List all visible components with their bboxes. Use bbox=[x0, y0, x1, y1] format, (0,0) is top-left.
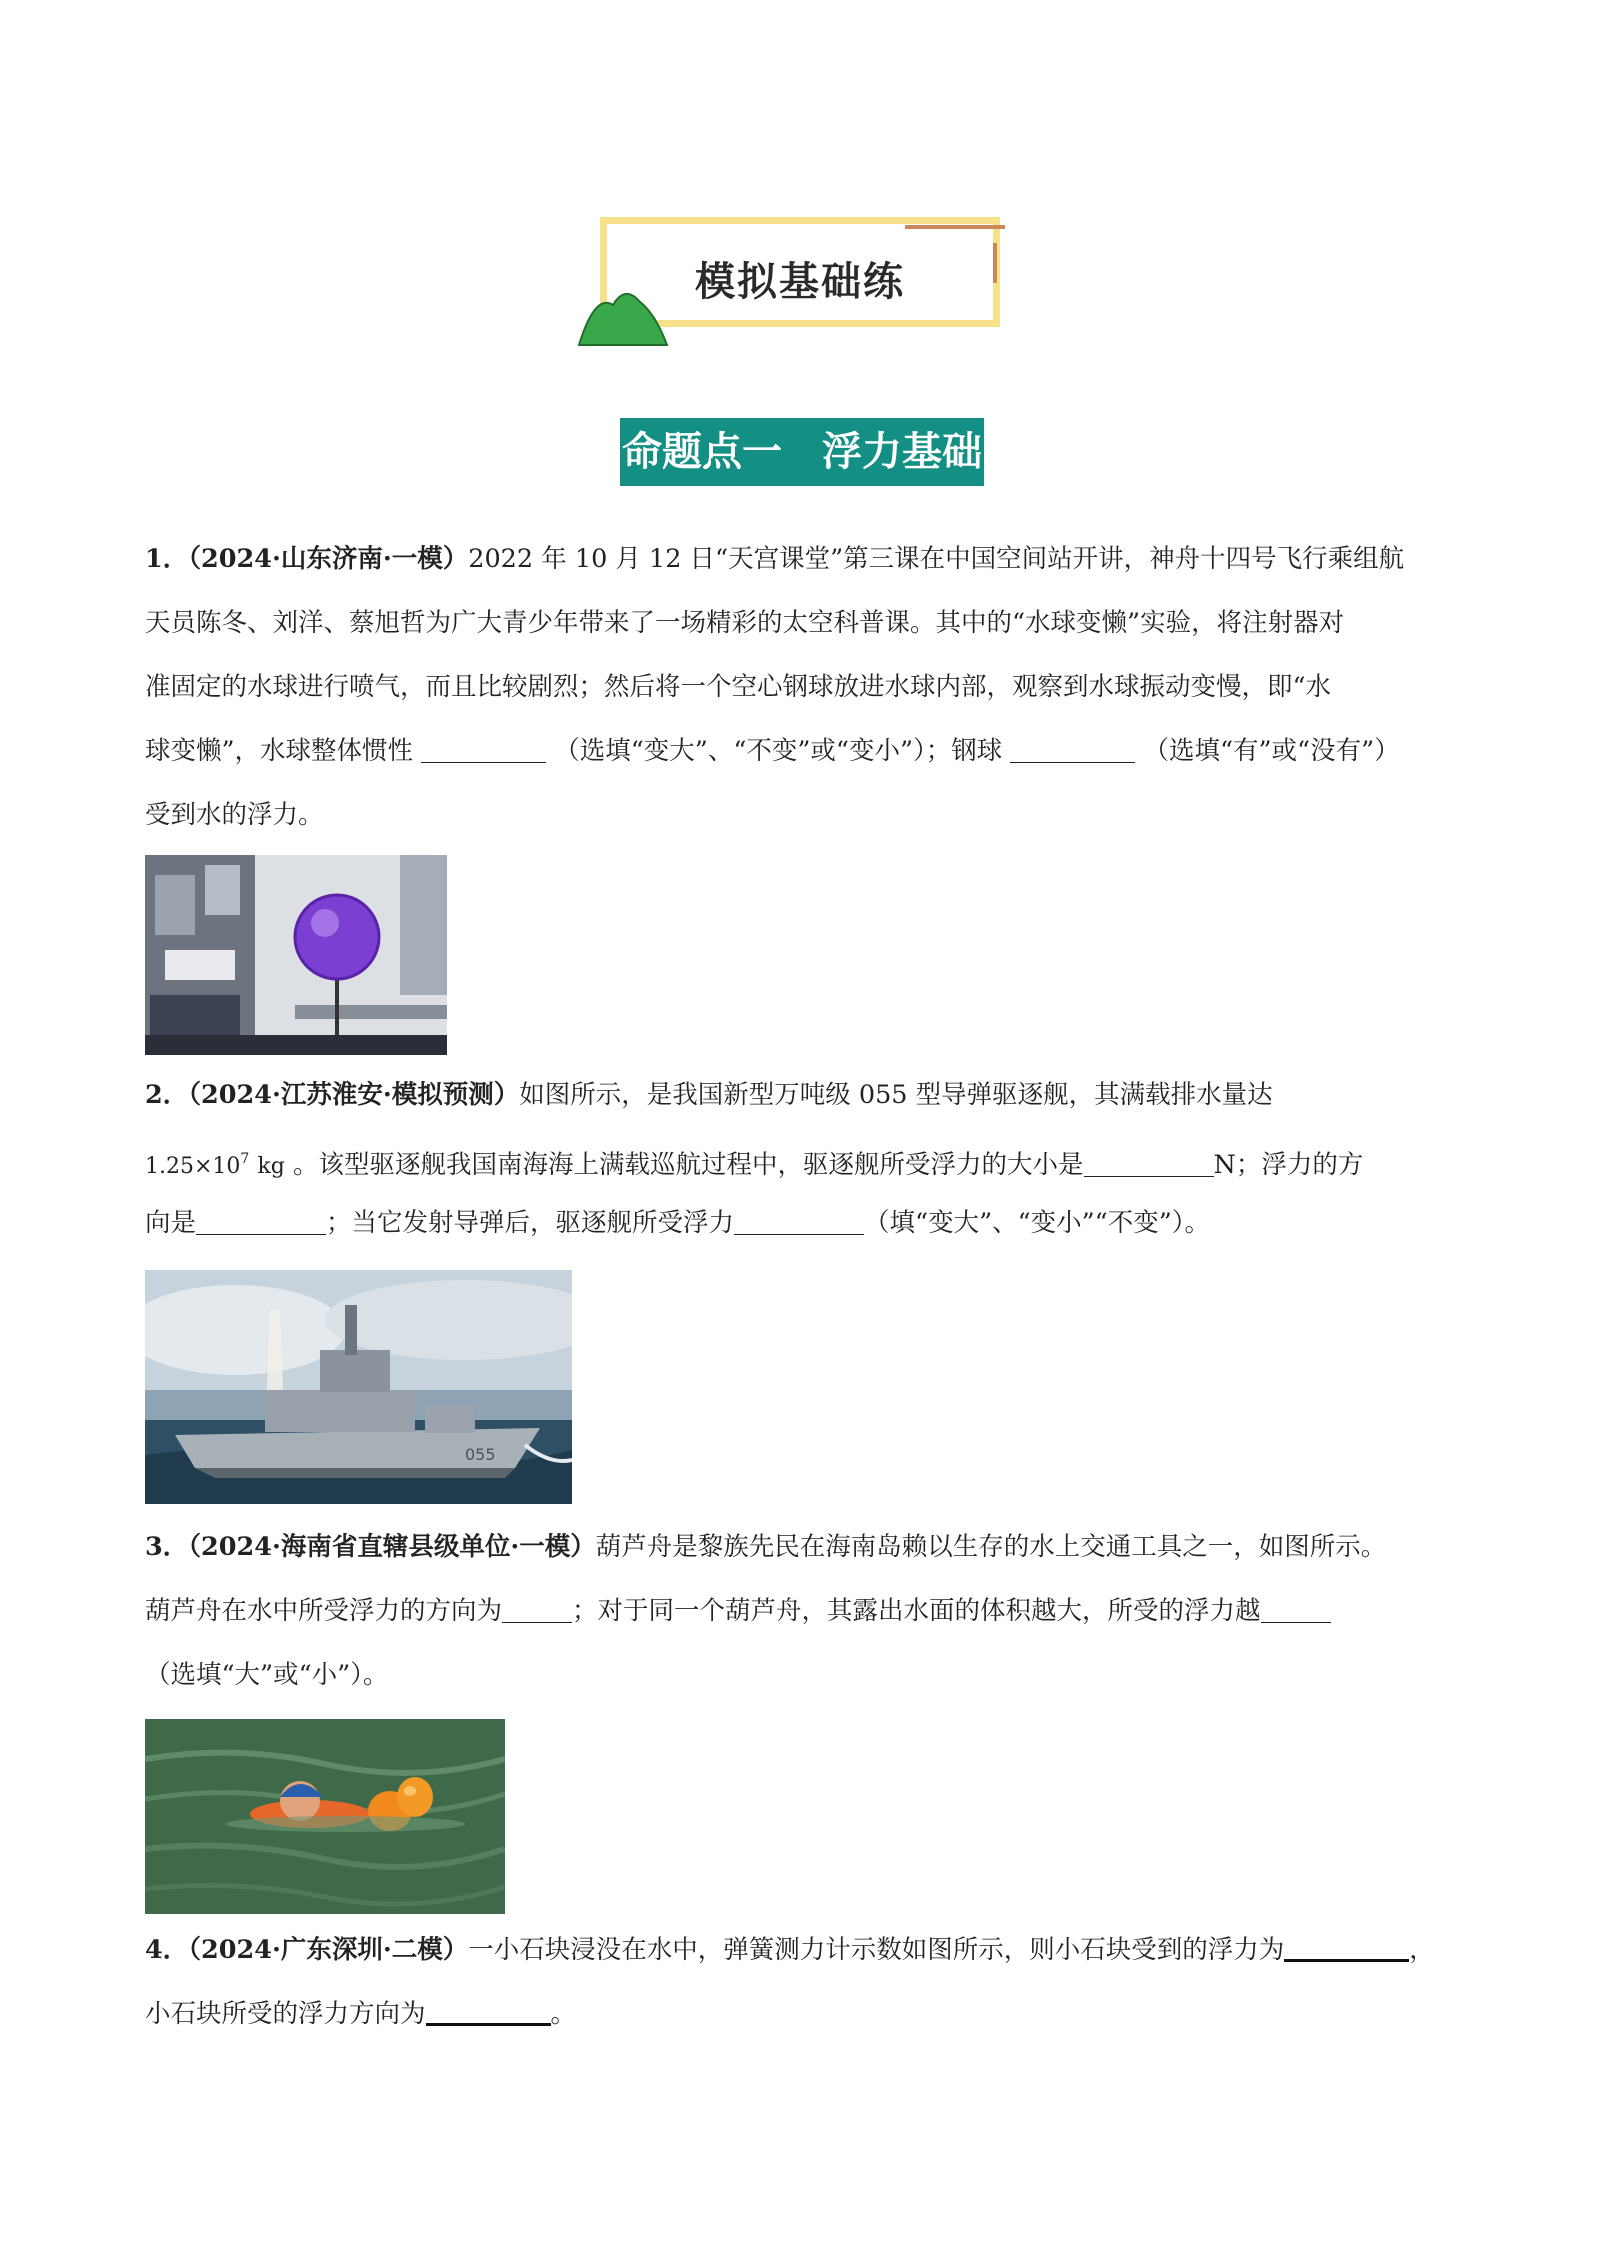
question-text: ， bbox=[1409, 1935, 1435, 1965]
title-banner bbox=[575, 205, 1025, 350]
question-source: （2024·山东济南·一模） bbox=[188, 544, 469, 574]
question-number: 4． bbox=[145, 1935, 189, 1965]
question-text: 受到水的浮力。 bbox=[145, 800, 324, 830]
question-number: 3． bbox=[145, 1532, 189, 1562]
answer-blank[interactable] bbox=[734, 1207, 864, 1235]
question-text: 如图所示，是我国新型万吨级 055 型导弹驱逐舰，其满载排水量达 bbox=[519, 1080, 1273, 1110]
question-source: （2024·江苏淮安·模拟预测） bbox=[188, 1080, 520, 1110]
banner-title: 模拟基础练 bbox=[695, 259, 905, 305]
question-text: 。该型驱逐舰我国南海海上满载巡航过程中，驱逐舰所受浮力的大小是 bbox=[292, 1150, 1084, 1180]
question-source: （2024·广东深圳·二模） bbox=[188, 1935, 469, 1965]
mass-value: 1.25×10 bbox=[145, 1154, 241, 1179]
question-text: N；浮力的方 bbox=[1213, 1150, 1364, 1180]
question-source: （2024·海南省直辖县级单位·一模） bbox=[188, 1532, 596, 1562]
gourd-boat-photo bbox=[145, 1719, 505, 1914]
question-3 bbox=[145, 1515, 1386, 1707]
banner-accent-line bbox=[905, 225, 1005, 229]
answer-blank[interactable] bbox=[196, 1207, 326, 1235]
question-text: （选填“变大”、“不变”或“变小”）；钢球 bbox=[554, 736, 1003, 766]
question-4 bbox=[145, 1918, 1435, 2046]
answer-blank[interactable] bbox=[421, 735, 546, 763]
svg-text:055: 055 bbox=[465, 1445, 496, 1464]
question-text: 葫芦舟在水中所受浮力的方向为 bbox=[145, 1596, 503, 1626]
answer-blank[interactable] bbox=[1284, 1932, 1409, 1962]
question-number: 2． bbox=[145, 1080, 189, 1110]
banner-accent-tick bbox=[993, 243, 997, 283]
question-text: 小石块所受的浮力方向为 bbox=[145, 1999, 426, 2029]
question-text: 球变懒”，水球整体惯性 bbox=[145, 736, 414, 766]
question-text: ；当它发射导弹后，驱逐舰所受浮力 bbox=[326, 1208, 735, 1238]
mass-exponent: 7 bbox=[240, 1151, 250, 1167]
question-text: 。 bbox=[550, 1999, 577, 2029]
question-text: 2022 年 10 月 12 日“天宫课堂”第三课在中国空间站开讲，神舟十四号飞行乘组航 bbox=[468, 544, 1405, 574]
destroyer-photo bbox=[145, 1270, 572, 1504]
question-text: 葫芦舟是黎族先民在海南岛赖以生存的水上交通工具之一，如图所示。 bbox=[595, 1532, 1387, 1562]
question-2 bbox=[145, 1063, 1363, 1255]
answer-blank[interactable] bbox=[1010, 735, 1135, 763]
question-text: 一小石块浸没在水中，弹簧测力计示数如图所示，则小石块受到的浮力为 bbox=[468, 1935, 1285, 1965]
space-station-photo bbox=[145, 855, 447, 1055]
question-text: 准固定的水球进行喷气，而且比较剧烈；然后将一个空心钢球放进水球内部，观察到水球振动变慢，即“水 bbox=[145, 672, 1332, 702]
question-text: 天员陈冬、刘洋、蔡旭哲为广大青少年带来了一场精彩的太空科普课。其中的“水球变懒”实验，将注射器对 bbox=[145, 608, 1345, 638]
answer-blank[interactable] bbox=[426, 1996, 551, 2026]
mass-unit: kg bbox=[257, 1154, 285, 1179]
question-text: （选填“大”或“小”）。 bbox=[145, 1660, 389, 1690]
question-text: （填“变大”、“变小”“不变”）。 bbox=[864, 1208, 1211, 1238]
question-1 bbox=[145, 527, 1404, 847]
answer-blank[interactable] bbox=[502, 1595, 572, 1623]
question-text: （选填“有”或“没有”） bbox=[1143, 736, 1400, 766]
question-number: 1． bbox=[145, 544, 189, 574]
question-text: 向是 bbox=[145, 1208, 197, 1238]
question-text: ；对于同一个葫芦舟，其露出水面的体积越大，所受的浮力越 bbox=[572, 1596, 1261, 1626]
answer-blank[interactable] bbox=[1084, 1149, 1214, 1177]
section-header: 命题点一 浮力基础 bbox=[620, 418, 984, 486]
answer-blank[interactable] bbox=[1261, 1595, 1331, 1623]
